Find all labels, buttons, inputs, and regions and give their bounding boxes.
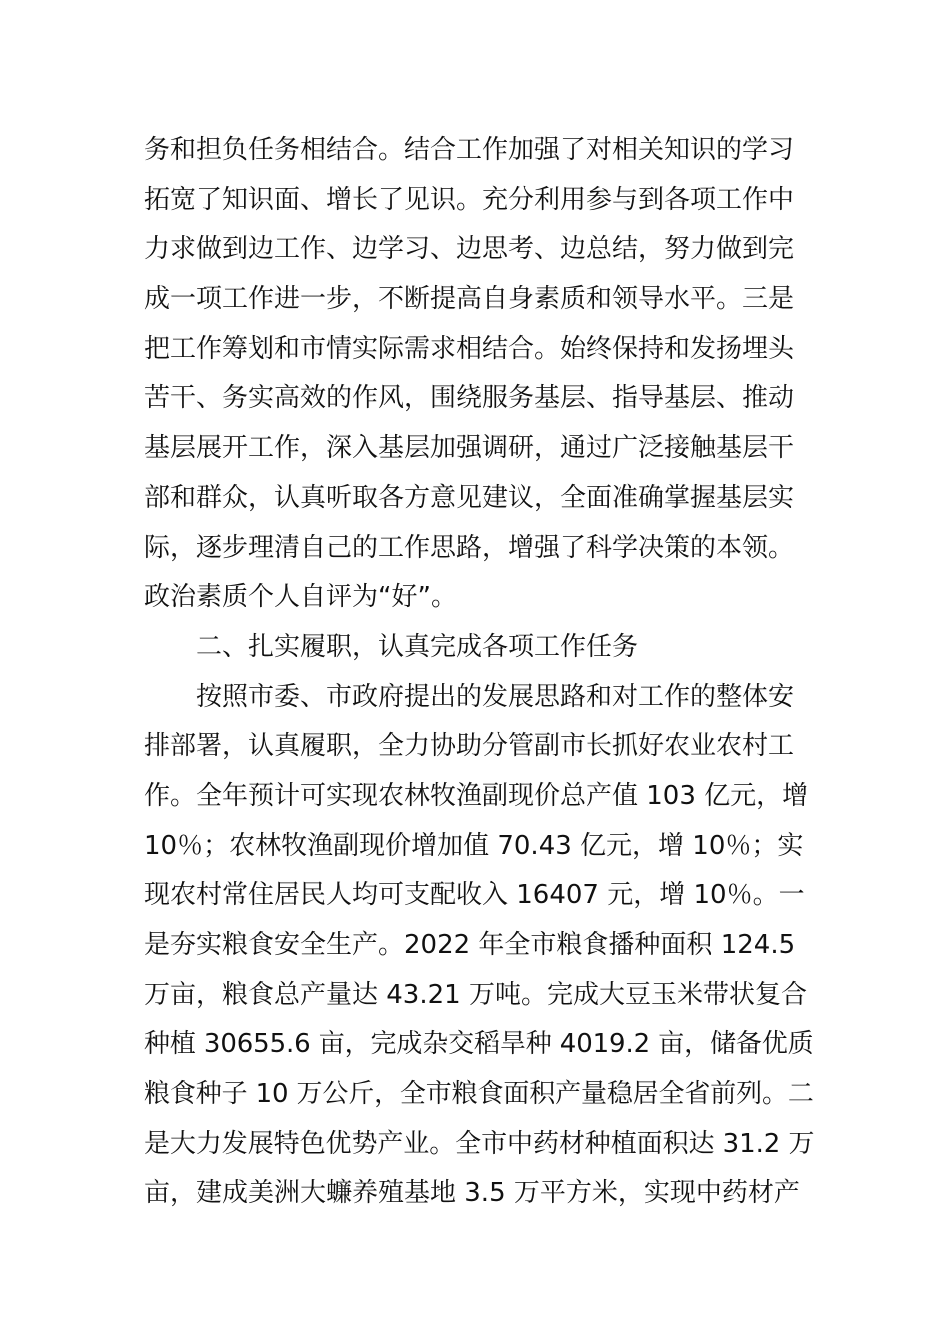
text-line: 是大力发展特色优势产业。全市中药材种植面积达 31.2 万 (144, 1128, 815, 1159)
text-line: 部和群众，认真听取各方意见建议，全面准确掌握基层实 (144, 482, 795, 513)
text-line: 务和担负任务相结合。结合工作加强了对相关知识的学习 (144, 135, 795, 165)
text-line: 排部署，认真履职，全力协助分管副市长抓好农业农村工 (144, 731, 795, 762)
text-line: 万亩，粮食总产量达 43.21 万吨。完成大豆玉米带状复合 (144, 979, 807, 1010)
text-line: 政治素质个人自评为“好”。 (144, 582, 457, 613)
document-body (144, 126, 814, 1219)
text-line: 粮食种子 10 万公斤，全市粮食面积产量稳居全省前列。二 (144, 1079, 814, 1110)
text-line: 亩，建成美洲大蠊养殖基地 3.5 万平方米，实现中药材产 (144, 1178, 800, 1209)
text-line: 成一项工作进一步，不断提高自身素质和领导水平。三是 (144, 284, 795, 315)
text-line: 是夯实粮食安全生产。2022 年全市粮食播种面积 124.5 (144, 930, 796, 960)
text-line: 种植 30655.6 亩，完成杂交稻旱种 4019.2 亩，储备优质 (144, 1029, 814, 1060)
text-line: 苦干、务实高效的作风，围绕服务基层、指导基层、推动 (144, 383, 795, 414)
text-line: 力求做到边工作、边学习、边思考、边总结，努力做到完 (144, 234, 795, 265)
text-line: 作。全年预计可实现农林牧渔副现价总产值 103 亿元，增 (144, 780, 809, 811)
paragraph-first-line: 按照市委、市政府提出的发展思路和对工作的整体安 (196, 681, 795, 712)
text-line: 际，逐步理清自己的工作思路，增强了科学决策的本领。 (144, 532, 795, 563)
text-line: 拓宽了知识面、增长了见识。充分利用参与到各项工作中 (144, 184, 795, 215)
text-line: 现农村常住居民人均可支配收入 16407 元，增 10％。一 (144, 880, 805, 911)
text-line: 基层展开工作，深入基层加强调研，通过广泛接触基层干 (144, 433, 795, 464)
text-line: 10％；农林牧渔副现价增加值 70.43 亿元，增 10％；实 (144, 830, 804, 861)
text-line: 把工作筹划和市情实际需求相结合。始终保持和发扬埋头 (144, 333, 795, 364)
section-heading: 二、扎实履职，认真完成各项工作任务 (196, 631, 639, 662)
